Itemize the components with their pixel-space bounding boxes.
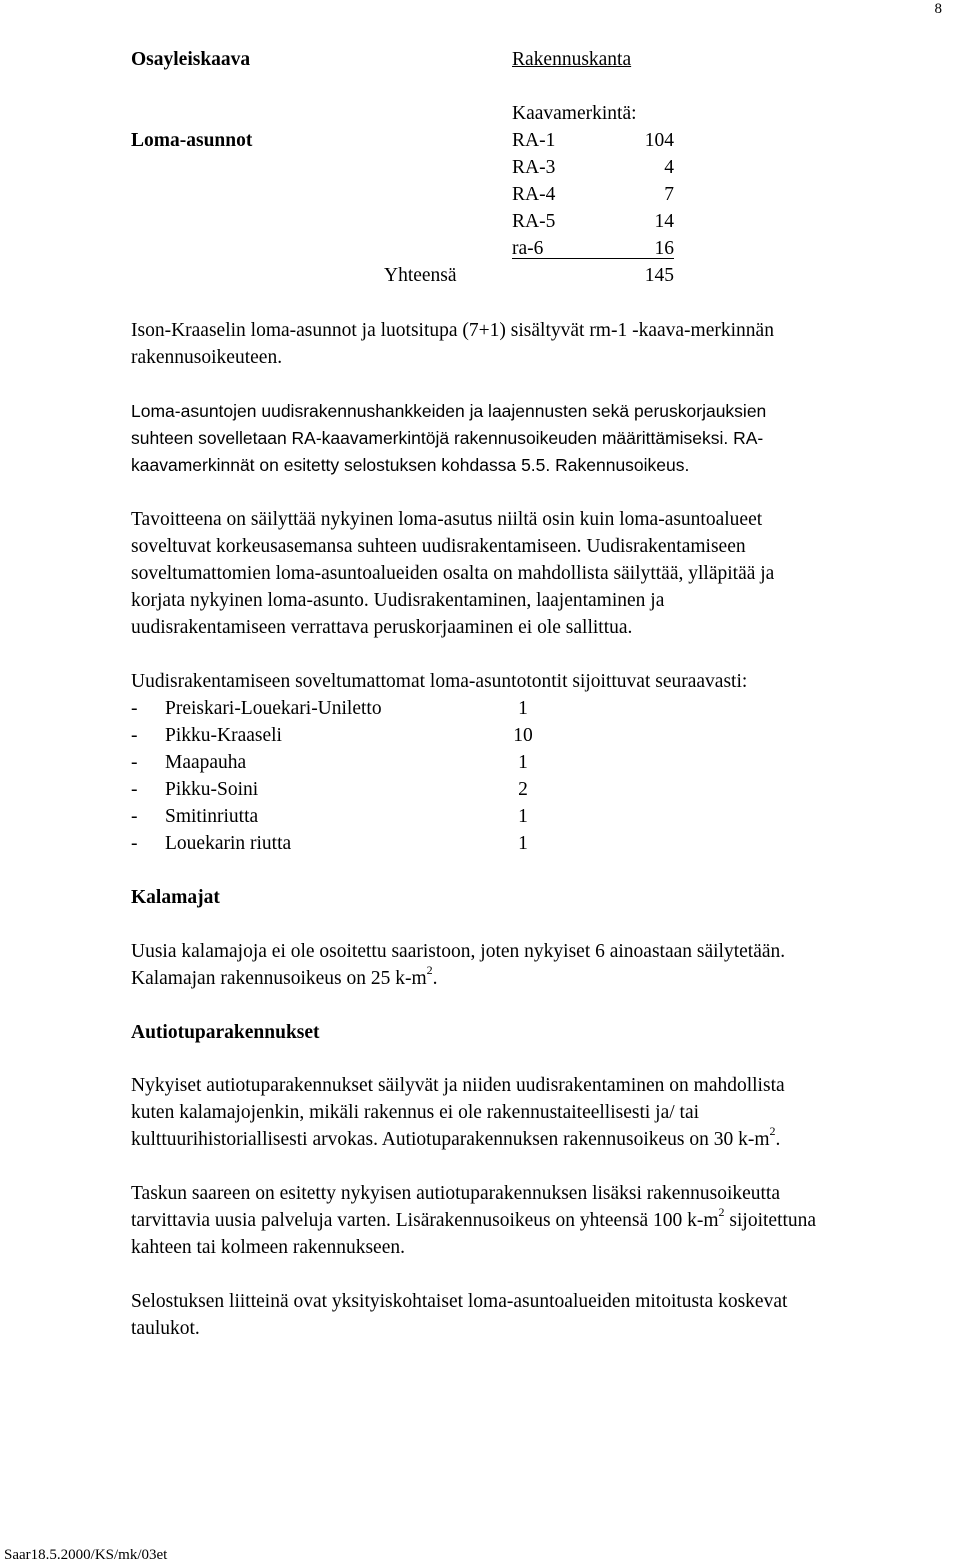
text-run: Kalamajan rakennusoikeus on 25 k-m	[131, 968, 427, 989]
superscript: 2	[718, 1204, 725, 1219]
text-line: taulukot.	[131, 1318, 200, 1339]
list-dash: -	[131, 779, 138, 800]
table-total-value: 145	[644, 265, 674, 286]
text-line	[131, 962, 921, 992]
list-item-name: Maapauha	[165, 752, 247, 773]
text-run: .	[432, 968, 438, 989]
list-item-name: Preiskari-Louekari-Uniletto	[165, 698, 382, 719]
paragraph-ra-kaavamerkinnat	[131, 398, 921, 479]
table-value: 104	[644, 130, 674, 151]
list-item-count: 2	[518, 779, 528, 800]
heading-autiotuparakennukset: Autiotuparakennukset	[131, 1022, 320, 1043]
text-line: Tavoitteena on säilyttää nykyinen loma-asutus niiltä osin kuin loma-asuntoalueet	[131, 509, 763, 530]
text-run: sijoitettuna	[724, 1210, 817, 1231]
paragraph-tavoitteena	[131, 506, 921, 641]
paragraph-autiotupa-1	[131, 1072, 921, 1153]
list-dash: -	[131, 698, 138, 719]
list-item-count: 10	[513, 725, 533, 746]
text-line: soveltumattomien loma-asuntoalueiden osalta on mahdollista säilyttää, ylläpitää ja	[131, 563, 775, 584]
text-line: kahteen tai kolmeen rakennukseen.	[131, 1237, 405, 1258]
list-item-count: 1	[518, 752, 528, 773]
table-total-label: Yhteensä	[384, 265, 457, 286]
table-code: ra-6	[512, 238, 544, 259]
list-item-count: 1	[518, 833, 528, 854]
text-run: kulttuurihistoriallisesti arvokas. Autiotuparakennuksen rakennusoikeus on 30 k-m	[131, 1129, 770, 1150]
superscript: 2	[769, 1123, 776, 1138]
text-line: Taskun saareen on esitetty nykyisen autiotuparakennuksen lisäksi rakennusoikeutta	[131, 1183, 781, 1204]
list-dash: -	[131, 752, 138, 773]
text-line: korjata nykyinen loma-asunto. Uudisrakentaminen, laajentaminen ja	[131, 590, 665, 611]
text-line: rakennusoikeuteen.	[131, 347, 283, 368]
text-line: Loma-asuntojen uudisrakennushankkeiden ja laajennusten sekä peruskorjauksien	[131, 401, 767, 421]
paragraph-autiotupa-3	[131, 1288, 921, 1342]
text-line: uudisrakentamiseen verrattava peruskorjaaminen ei ole sallittua.	[131, 617, 633, 638]
paragraph-ison-kraaseli	[131, 317, 921, 371]
list-intro: Uudisrakentamiseen soveltumattomat loma-asuntotontit sijoittuvat seuraavasti:	[131, 671, 748, 692]
list-item-name: Smitinriutta	[165, 806, 259, 827]
superscript: 2	[426, 962, 433, 977]
section-title-rakennuskanta: Rakennuskanta	[512, 49, 632, 70]
list-item-count: 1	[518, 698, 528, 719]
list-dash: -	[131, 833, 138, 854]
text-line	[131, 1123, 921, 1153]
table-value: 4	[664, 157, 674, 178]
heading-kalamajat: Kalamajat	[131, 887, 220, 908]
table-value: 14	[654, 211, 674, 232]
list-item-count: 1	[518, 806, 528, 827]
list-item-name: Pikku-Soini	[165, 779, 259, 800]
list-dash: -	[131, 806, 138, 827]
text-line: soveltuvat korkeusasemansa suhteen uudisrakentamiseen. Uudisrakentamiseen	[131, 536, 746, 557]
text-line: kaavamerkinnät on esitetty selostuksen kohdassa 5.5. Rakennusoikeus.	[131, 455, 690, 475]
section-title-osayleiskaava: Osayleiskaava	[131, 49, 251, 70]
table-code: RA-1	[512, 130, 556, 151]
text-line: kuten kalamajojenkin, mikäli rakennus ei ole rakennustaiteellisesti ja/ tai	[131, 1102, 700, 1123]
row-label-loma-asunnot: Loma-asunnot	[131, 130, 253, 151]
list-item-name: Louekarin riutta	[165, 833, 292, 854]
paragraph-kalamajat	[131, 938, 921, 992]
text-line: suhteen sovelletaan RA-kaavamerkintöjä rakennusoikeuden määrittämiseksi. RA-	[131, 428, 764, 448]
text-run: .	[775, 1129, 781, 1150]
table-code: RA-5	[512, 211, 556, 232]
text-line	[131, 1204, 921, 1234]
text-run: tarvittavia uusia palveluja varten. Lisärakennusoikeus on yhteensä 100 k-m	[131, 1210, 719, 1231]
table-caption: Kaavamerkintä:	[512, 103, 637, 124]
table-code: RA-3	[512, 157, 556, 178]
list-item-name: Pikku-Kraaseli	[165, 725, 282, 746]
footer-reference: Saar18.5.2000/KS/mk/03et	[4, 1547, 168, 1563]
text-line: Ison-Kraaselin loma-asunnot ja luotsitupa (7+1) sisältyvät rm-1 -kaava-merkinnän	[131, 320, 774, 341]
text-line: Selostuksen liitteinä ovat yksityiskohtaiset loma-asuntoalueiden mitoitusta koskevat	[131, 1291, 788, 1312]
text-line: Uusia kalamajoja ei ole osoitettu saaristoon, joten nykyiset 6 ainoastaan säilytetään.	[131, 941, 786, 962]
list-dash: -	[131, 725, 138, 746]
table-value: 7	[664, 184, 674, 205]
table-code: RA-4	[512, 184, 556, 205]
paragraph-autiotupa-2	[131, 1180, 921, 1261]
text-line: Nykyiset autiotuparakennukset säilyvät ja niiden uudisrakentaminen on mahdollista	[131, 1075, 785, 1096]
table-value: 16	[654, 238, 674, 259]
page-number: 8	[934, 1, 942, 17]
